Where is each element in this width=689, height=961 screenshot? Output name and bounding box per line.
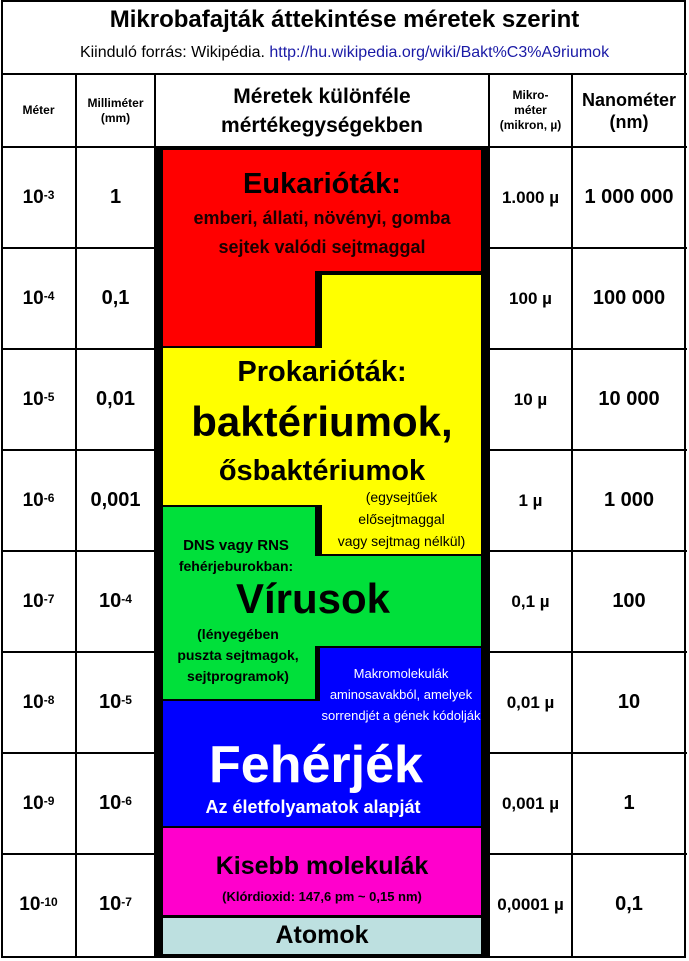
meter-value: 10 $^{-5}$ <box>22 388 55 410</box>
millimeter-value: 10 $^{-7}$ <box>99 893 132 915</box>
prokaryotes-archaea: ősbaktériumok <box>218 455 426 487</box>
nanometer-value: 1 000 000 <box>584 186 674 208</box>
source-line <box>0 44 689 62</box>
source-link[interactable]: http://hu.wikipedia.org/wiki/Bakt%C3%A9riumok <box>269 44 610 61</box>
millimeter-value: 0,001 <box>90 489 141 511</box>
header-micrometer: Mikro- méter (mikron, µ) <box>499 88 562 132</box>
meter-value: 10 $^{-4}$ <box>22 287 55 309</box>
micrometer-value: 1.000 µ <box>501 187 560 207</box>
viruses-top-1: DNS vagy RNS <box>183 537 289 554</box>
millimeter-value: 10 $^{-6}$ <box>99 792 132 814</box>
nanometer-value: 100 000 <box>592 287 666 309</box>
micrometer-value: 0,001 µ <box>501 793 560 813</box>
micrometer-value: 1 µ <box>518 490 543 510</box>
meter-value: 10 $^{-7}$ <box>22 590 55 612</box>
page-title: Mikrobafajták áttekintése méretek szerint <box>109 6 580 33</box>
eukaryotes-desc-1: emberi, állati, növényi, gomba <box>193 208 451 228</box>
header-millimeter: Milliméter (mm) <box>87 95 144 125</box>
meter-value: 10 $^{-9}$ <box>22 792 55 814</box>
micrometer-value: 100 µ <box>509 288 552 308</box>
micrometer-value: 0,0001 µ <box>497 894 564 914</box>
viruses-note-3: sejtprogramok) <box>187 668 289 684</box>
nanometer-value: 100 <box>612 590 646 612</box>
micrometer-value: 0,1 µ <box>511 591 550 611</box>
viruses-note-2: puszta sejtmagok, <box>177 647 299 663</box>
prokaryotes-block-upper <box>322 275 481 348</box>
nanometer-value: 1 <box>623 792 635 814</box>
atoms-title: Atomok <box>275 921 369 949</box>
eukaryotes-block-lower <box>163 271 315 346</box>
viruses-top-2: fehérjeburokban: <box>178 558 294 574</box>
millimeter-value: 0,1 <box>101 287 130 309</box>
prokaryotes-title: Prokarióták: <box>237 356 407 388</box>
millimeter-value: 10 $^{-4}$ <box>99 590 132 612</box>
proteins-note-3: sorrendjét a gének kódolják <box>321 708 481 723</box>
viruses-title: Vírusok <box>235 575 391 622</box>
header-meter: Méter <box>22 103 55 117</box>
meter-value: 10 $^{-6}$ <box>22 489 55 511</box>
proteins-note-1: Makromolekulák <box>353 666 449 681</box>
nanometer-value: 10 000 <box>598 388 660 410</box>
meter-value: 10 $^{-3}$ <box>22 186 55 208</box>
meter-value: 10 $^{-8}$ <box>22 691 55 713</box>
viruses-note-1: (lényegében <box>197 626 279 642</box>
micrometer-value: 0,01 µ <box>506 692 555 712</box>
millimeter-value: 1 <box>109 186 122 208</box>
nanometer-value: 1 000 <box>603 489 655 511</box>
source-label: Kiinduló forrás: Wikipédia. <box>79 44 265 61</box>
prokaryotes-note-3: vagy sejtmag nélkül) <box>337 533 466 549</box>
millimeter-value: 10 $^{-5}$ <box>99 691 132 713</box>
proteins-title: Fehérjék <box>209 736 423 794</box>
proteins-subtitle: Az életfolyamatok alapját <box>205 797 421 817</box>
micrometer-value: 10 µ <box>513 389 548 409</box>
eukaryotes-desc-2: sejtek valódi sejtmaggal <box>218 237 426 257</box>
eukaryotes-title: Eukarióták: <box>243 168 401 200</box>
header-sizes: Méretek különféle mértékegységekben <box>221 84 423 137</box>
molecules-title: Kisebb molekulák <box>215 852 429 880</box>
millimeter-value: 0,01 <box>96 388 135 410</box>
prokaryotes-note-2: elősejtmaggal <box>358 511 445 527</box>
proteins-note-2: aminosavakból, amelyek <box>329 687 473 702</box>
header-nanometer: Nanométer (nm) <box>581 89 677 132</box>
prokaryotes-bacteria: baktériumok, <box>191 398 453 445</box>
prokaryotes-note-1: (egysejtűek <box>365 489 438 505</box>
meter-value: 10 $^{-10}$ <box>19 893 58 915</box>
nanometer-value: 0,1 <box>615 893 643 915</box>
molecules-example: (Klórdioxid: 147,6 pm ~ 0,15 nm) <box>222 889 422 904</box>
nanometer-value: 10 <box>617 691 641 713</box>
